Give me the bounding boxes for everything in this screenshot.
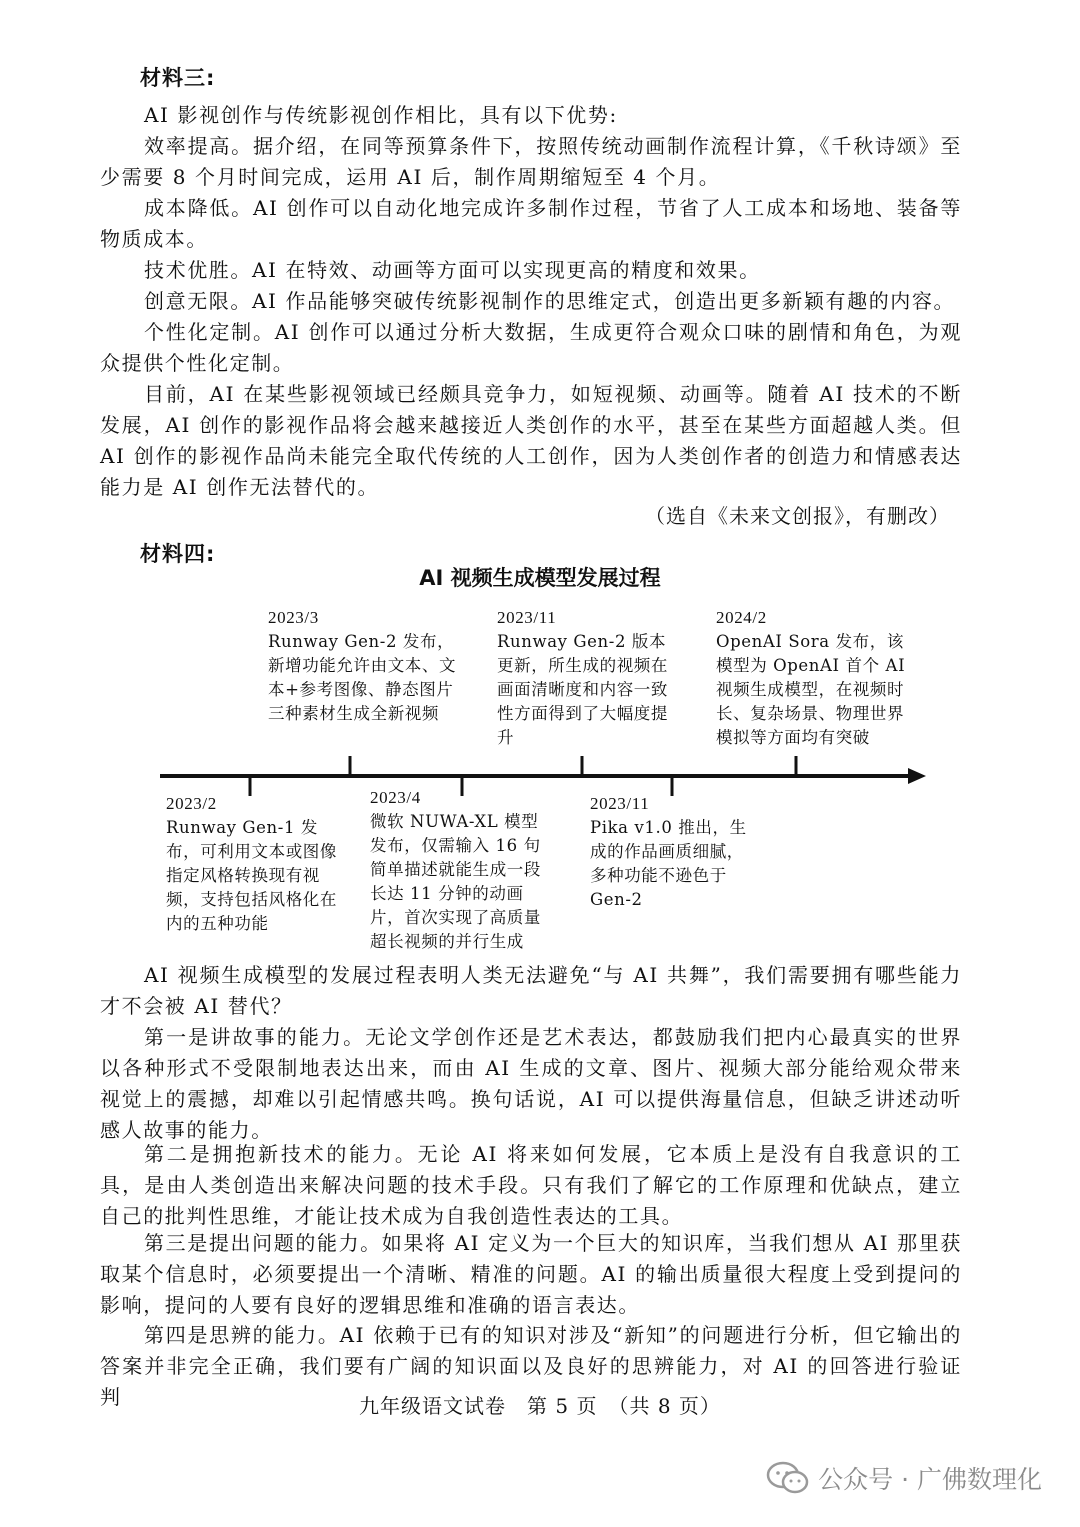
paragraph: 第二是拥抱新技术的能力。无论 AI 将来如何发展，它本质上是没有自我意识的工具，是由人类创造出来解决问题的技术手段。只有我们了解它的工作原理和优缺点，建立自己的批判性思维，才能让技术成为自我创造性表达的工具。 <box>100 1142 962 1228</box>
event-text: Runway Gen-2 发布，新增功能允许由文本、文本+参考图像、静态图片三种素材生成全新视频 <box>268 632 457 723</box>
source-citation: （选自《未来文创报》，有删改） <box>645 504 950 528</box>
watermark <box>766 1460 1042 1496</box>
timeline-arrow-head <box>908 768 926 784</box>
material-4-heading: 材料四: <box>140 542 216 566</box>
event-text: OpenAI Sora 发布，该模型为 OpenAI 首个 AI 视频生成模型，在视频时长、复杂场景、物理世界模拟等方面均有突破 <box>716 632 906 747</box>
timeline-title: AI 视频生成模型发展过程 <box>419 566 661 590</box>
paragraph: 个性化定制。AI 创作可以通过分析大数据，生成更符合观众口味的剧情和角色，为观众提供个性化定制。 <box>100 320 962 375</box>
event-date: 2024/2 <box>716 608 767 627</box>
timeline-event <box>590 792 750 912</box>
paragraph: 第一是讲故事的能力。无论文学创作还是艺术表达，都鼓励我们把内心最真实的世界以各种形式不受限制地表达出来，而由 AI 生成的文章、图片、视频大部分能给观众带来视觉上的震撼，却难以引起情感共鸣。换句话说，AI 可以提供海量信息，但缺乏讲述动听感人故事的能力。 <box>100 1025 962 1142</box>
event-date: 2023/4 <box>370 788 421 807</box>
paragraph: 创意无限。AI 作品能够突破传统影视制作的思维定式，创造出更多新颖有趣的内容。 <box>144 289 956 313</box>
watermark-text: 公众号 · 广佛数理化 <box>818 1465 1042 1494</box>
timeline-event <box>370 786 550 954</box>
paragraph: AI 影视创作与传统影视创作相比，具有以下优势: <box>144 103 618 127</box>
event-text: 微软 NUWA-XL 模型发布，仅需输入 16 句简单描述就能生成一段长达 11 分钟的动画片，首次实现了高质量超长视频的并行生成 <box>370 812 541 951</box>
material-3-heading: 材料三: <box>140 66 216 90</box>
timeline-event <box>268 606 468 726</box>
timeline-event <box>497 606 672 750</box>
event-text: Runway Gen-1 发布，可利用文本或图像指定风格转换现有视频，支持包括风格化在内的五种功能 <box>166 818 337 933</box>
event-text: Runway Gen-2 版本更新，所生成的视频在画面清晰度和内容一致性方面得到了大幅度提升 <box>497 632 668 747</box>
paragraph: AI 视频生成模型的发展过程表明人类无法避免“与 AI 共舞”，我们需要拥有哪些能力才不会被 AI 替代？ <box>100 963 962 1018</box>
timeline-event <box>716 606 916 750</box>
paragraph: 技术优胜。AI 在特效、动画等方面可以实现更高的精度和效果。 <box>144 258 761 282</box>
event-text: Pika v1.0 推出，生成的作品画质细腻，多种功能不逊色于 Gen-2 <box>590 818 747 909</box>
paragraph: 目前，AI 在某些影视领域已经颇具竞争力，如短视频、动画等。随着 AI 技术的不断发展，AI 创作的影视作品将会越来越接近人类创作的水平，甚至在某些方面超越人类。但 AI 创作的影视作品尚未能完全取代传统的人工创作，因为人类创作者的创造力和情感表达能力是 AI 创作无法替代的。 <box>100 382 962 499</box>
page-footer: 九年级语文试卷 第 5 页 （共 8 页） <box>359 1394 721 1418</box>
paragraph: 效率提高。据介绍，在同等预算条件下，按照传统动画制作流程计算，《千秋诗颂》至少需要 8 个月时间完成，运用 AI 后，制作周期缩短至 4 个月。 <box>100 134 962 189</box>
paragraph: 成本降低。AI 创作可以自动化地完成许多制作过程，节省了人工成本和场地、装备等物质成本。 <box>100 196 962 251</box>
paragraph: 第四是思辨的能力。AI 依赖于已有的知识对涉及“新知”的问题进行分析，但它输出的答案并非完全正确，我们要有广阔的知识面以及良好的思辨能力，对 AI 的回答进行验证判 <box>100 1323 962 1409</box>
paragraph: 第三是提出问题的能力。如果将 AI 定义为一个巨大的知识库，当我们想从 AI 那里获取某个信息时，必须要提出一个清晰、精准的问题。AI 的输出质量很大程度上受到提问的影响，提问的人要有良好的逻辑思维和准确的语言表达。 <box>100 1231 962 1317</box>
timeline-event <box>166 792 341 936</box>
event-date: 2023/11 <box>497 608 557 627</box>
event-date: 2023/3 <box>268 608 319 627</box>
event-date: 2023/2 <box>166 794 217 813</box>
event-date: 2023/11 <box>590 794 650 813</box>
wechat-icon <box>766 1461 810 1495</box>
